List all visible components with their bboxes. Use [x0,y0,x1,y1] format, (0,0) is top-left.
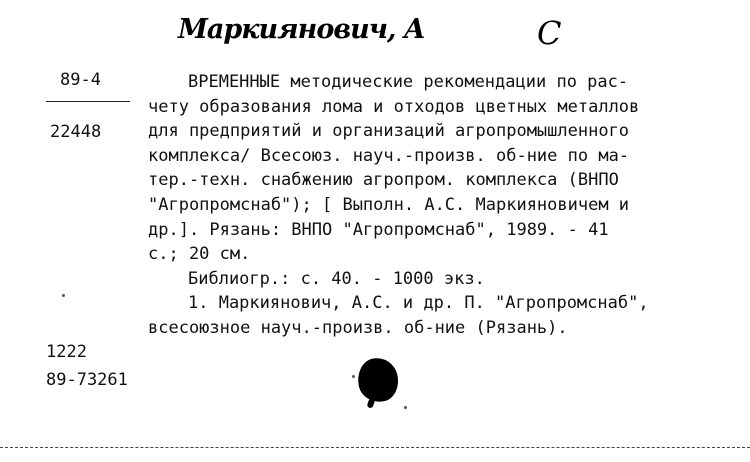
speck [352,375,355,378]
call-number-divider [46,101,130,102]
description-line: с.; 20 см. [148,244,251,265]
description-line: тер.-техн. снабжению агропром. комплекса (ВНПО [148,170,619,191]
tracing-line: всесоюзное науч.-произв. об-ние (Рязань). [148,317,568,338]
description-line: "Агропромснаб"); [ Выполн. А.С. Маркияновичем и [148,194,630,215]
tracing-line: 1. Маркиянович, А.С. и др. П. "Агропромснаб", [188,293,649,314]
description-line: ВРЕМЕННЫЕ методические рекомендации по рас- [188,72,629,92]
speck [404,406,407,409]
description-line: чету образования лома и отходов цветных металлов [148,96,640,117]
registration-number: 89-73261 [46,370,128,390]
handwritten-mark: С [537,14,562,52]
description-line: др.]. Рязань: ВНПО "Агропромснаб", 1989. - 41 [148,219,609,240]
bibliography-line: Библиогр.: с. 40. - 1000 экз. [188,268,485,289]
call-number-top: 89-4 [60,70,101,90]
card-bottom-edge [0,447,750,462]
handwritten-author-name: Маркиянович, А [178,14,425,45]
card-number: 1222 [46,342,87,362]
description-line: для предприятий и организаций агропромышленного [148,121,630,142]
description-line: комплекса/ Всесоюз. науч.-произв. об-ние по ма- [148,145,630,166]
ink-blot [354,354,402,405]
speck [62,294,65,297]
call-number-bottom: 22448 [50,122,102,142]
bibliographic-description [148,70,748,341]
